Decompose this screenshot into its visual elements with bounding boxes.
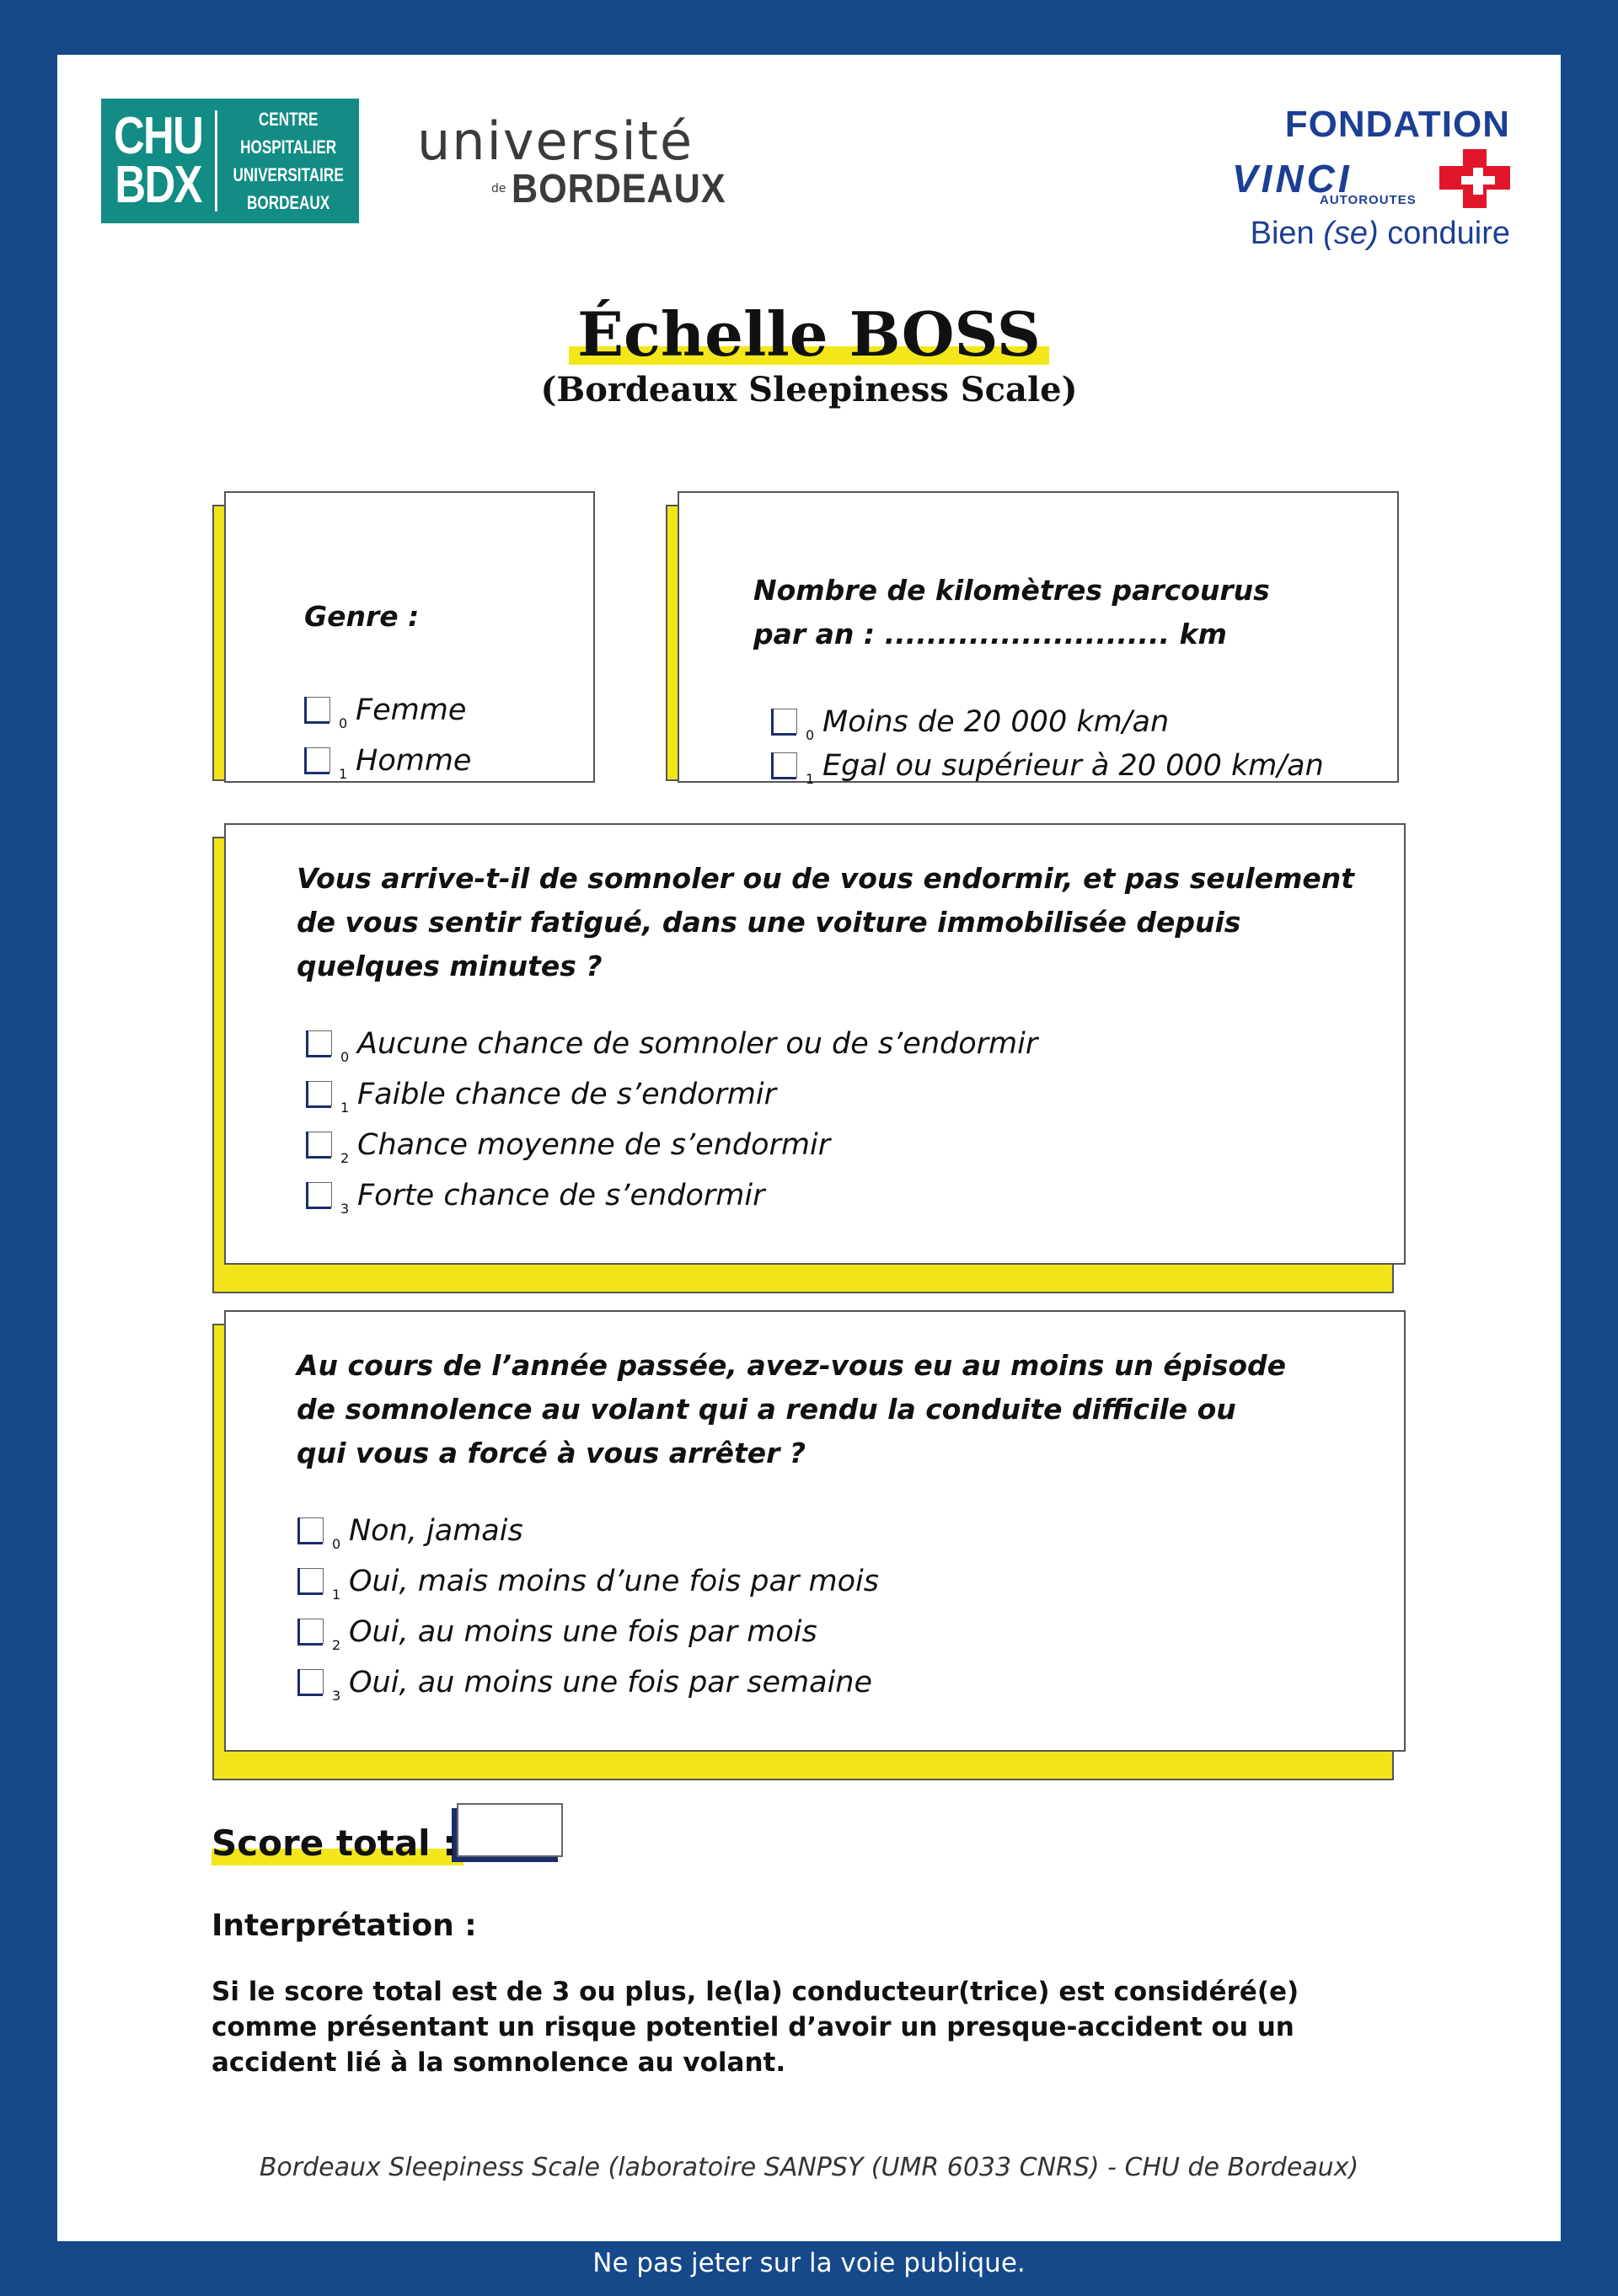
option-label: Non, jamais — [349, 1514, 523, 1548]
option-label: Forte chance de s’endormir — [357, 1179, 765, 1212]
question-1-option-2[interactable] — [307, 1120, 1037, 1170]
checkbox[interactable] — [298, 1666, 341, 1704]
checkbox[interactable] — [307, 1128, 350, 1166]
source-credit: Bordeaux Sleepiness Scale (laboratoire SANPSY (UMR 6033 CNRS) - CHU de Bordeaux) — [259, 2153, 1359, 2182]
option-score: 0 — [806, 727, 815, 743]
page-subtitle: (Bordeaux Sleepiness Scale) — [540, 370, 1078, 409]
question-2-text — [297, 1344, 1286, 1475]
page-title — [577, 299, 1041, 370]
option-score: 1 — [339, 766, 348, 782]
question-line: de vous sentir fatigué, dans une voiture immobilisée depuis — [297, 906, 1241, 939]
chu-logo-line2: BDX — [115, 156, 201, 214]
option-score: 2 — [340, 1150, 350, 1166]
score-total-value[interactable] — [457, 1803, 563, 1857]
interpretation-text: Si le score total est de 3 ou plus, le(la) conducteur(trice) est considéré(e) comme présentant un risque potentiel d’avoir un presque-accident ou un accident lié à la somnolence au volant. — [212, 1977, 1299, 2078]
checkbox[interactable] — [307, 1078, 350, 1116]
question-1-option-3[interactable] — [307, 1170, 1037, 1221]
question-line: qui vous a forcé à vous arrêter ? — [297, 1437, 806, 1469]
form-sheet — [57, 55, 1561, 2241]
checkbox[interactable] — [298, 1565, 341, 1603]
genre-question-box — [212, 491, 600, 795]
genre-option-femme[interactable] — [305, 685, 471, 736]
question-1-option-0[interactable] — [307, 1019, 1037, 1069]
question-line: Au cours de l’année passée, avez-vous eu au moins un épisode — [297, 1349, 1287, 1382]
option-score: 1 — [332, 1587, 341, 1603]
option-label: Faible chance de s’endormir — [357, 1078, 777, 1111]
chu-logo-text: UNIVERSITAIRE — [233, 164, 344, 185]
option-label: Aucune chance de somnoler ou de s’endormir — [357, 1027, 1038, 1061]
question-line: Vous arrive-t-il de somnoler ou de vous endormir, et pas seulement — [297, 862, 1354, 895]
footer-note: Ne pas jeter sur la voie publique. — [592, 2248, 1026, 2278]
question-2-option-2[interactable] — [298, 1607, 879, 1657]
chu-logo-text: HOSPITALIER — [239, 136, 336, 158]
checkbox[interactable] — [307, 1179, 350, 1217]
page-title-text: Échelle BOSS — [577, 298, 1041, 370]
vinci-cross-icon — [1439, 149, 1510, 208]
question-2-option-0[interactable] — [298, 1506, 879, 1556]
option-label: Moins de 20 000 km/an — [822, 705, 1170, 739]
question-line: quelques minutes ? — [297, 950, 603, 982]
checkbox[interactable] — [305, 744, 348, 782]
km-question-box — [666, 491, 1407, 795]
option-label: Femme — [356, 693, 467, 727]
fondation-logo-conduire: conduire — [1378, 216, 1510, 251]
score-total-field[interactable] — [452, 1803, 561, 1862]
question-1-box — [212, 823, 1409, 1337]
chu-logo-line1: CHU — [113, 107, 203, 165]
universite-logo-de: de — [491, 182, 506, 195]
km-question-line2: par an : ........................... km — [753, 618, 1227, 650]
score-label — [212, 1820, 457, 1867]
km-question-line1: Nombre de kilomètres parcourus — [753, 574, 1270, 607]
option-label: Oui, au moins une fois par mois — [349, 1615, 817, 1649]
checkbox[interactable] — [305, 693, 348, 731]
checkbox[interactable] — [772, 705, 815, 743]
option-label: Oui, mais moins d’une fois par mois — [349, 1565, 879, 1598]
fondation-logo-title: FONDATION — [1284, 104, 1510, 145]
question-2-option-1[interactable] — [298, 1556, 879, 1607]
option-score: 2 — [332, 1637, 341, 1653]
km-option-less-20000[interactable] — [772, 700, 1324, 744]
question-1-option-1[interactable] — [307, 1069, 1037, 1120]
option-score: 1 — [340, 1100, 350, 1116]
question-1-text — [297, 857, 1354, 988]
vinci-logo-word: VINCI — [1232, 157, 1353, 201]
option-label: Homme — [356, 744, 472, 778]
chu-logo-text: BORDEAUX — [246, 192, 329, 213]
checkbox[interactable] — [298, 1514, 341, 1552]
genre-option-homme[interactable] — [305, 736, 471, 786]
interpretation-heading: Interprétation : — [212, 1908, 477, 1943]
option-score: 0 — [339, 715, 348, 731]
option-score: 3 — [332, 1688, 341, 1704]
question-2-option-3[interactable] — [298, 1657, 879, 1708]
fondation-logo-bien: Bien — [1250, 216, 1324, 251]
fondation-vinci-logo — [1232, 104, 1510, 281]
km-option-20000-or-more[interactable] — [772, 744, 1324, 788]
checkbox[interactable] — [307, 1027, 350, 1065]
chu-logo-text: CENTRE — [258, 109, 319, 130]
title-block — [57, 299, 1561, 410]
genre-question: Genre : — [304, 600, 420, 633]
km-question — [753, 569, 1270, 656]
universite-bordeaux-logo — [417, 110, 726, 223]
universite-logo-top: université — [417, 110, 694, 172]
question-line: de somnolence au volant qui a rendu la conduite difficile ou — [297, 1393, 1236, 1426]
option-score: 1 — [806, 771, 815, 787]
question-2-box — [212, 1310, 1409, 1824]
option-label: Chance moyenne de s’endormir — [357, 1128, 831, 1162]
option-label: Egal ou supérieur à 20 000 km/an — [822, 749, 1324, 783]
option-score: 0 — [340, 1049, 350, 1065]
checkbox[interactable] — [298, 1615, 341, 1653]
vinci-logo-autoroutes: AUTOROUTES — [1320, 193, 1417, 207]
option-label: Oui, au moins une fois par semaine — [349, 1666, 873, 1699]
chu-bordeaux-logo — [101, 99, 359, 223]
universite-logo-bottom: BORDEAUX — [511, 167, 726, 211]
checkbox[interactable] — [772, 749, 815, 787]
fondation-logo-se: (se) — [1323, 216, 1379, 251]
option-score: 0 — [332, 1536, 341, 1552]
score-label-text: Score total : — [212, 1822, 457, 1864]
option-score: 3 — [340, 1201, 350, 1217]
